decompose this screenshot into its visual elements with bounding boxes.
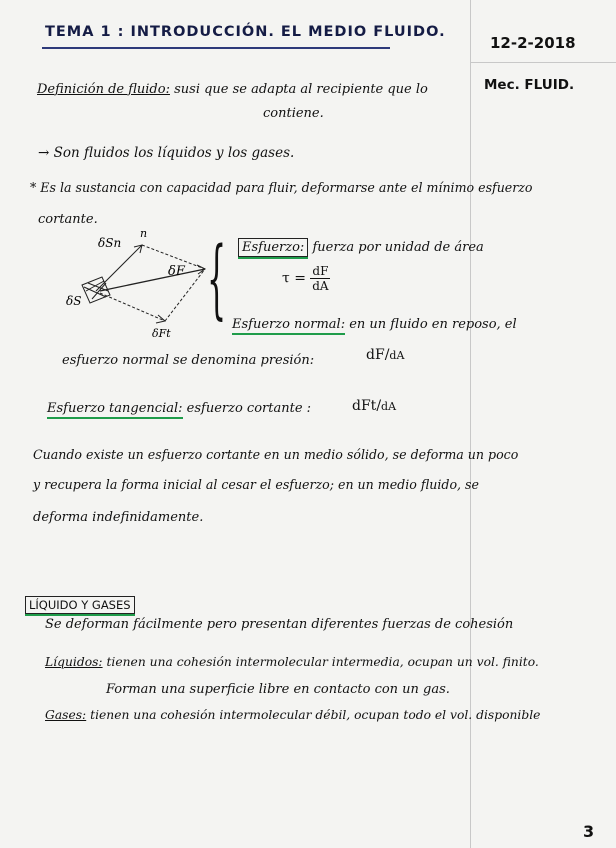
definition-text: susi que se adapta al recipiente que lo <box>174 82 428 97</box>
paragraph-line-2: y recupera la forma inicial al cesar el esfuerzo; en un medio fluido, se <box>33 477 479 492</box>
shear-den: dA <box>381 400 397 413</box>
definition-label: Definición de fluido: <box>37 82 170 97</box>
definition-row <box>37 82 428 97</box>
tangent-vector <box>100 293 165 321</box>
tangencial-row <box>47 401 311 416</box>
page-title: TEMA 1 : INTRODUCCIÓN. EL MEDIO FLUIDO. <box>45 24 446 40</box>
pressure-formula: dF/dA <box>366 347 405 363</box>
tau-fraction <box>310 264 330 293</box>
normal-line-2 <box>62 353 314 368</box>
liquidos-text: tienen una cohesión intermolecular intermedia, ocupan un vol. finito. <box>106 655 539 669</box>
liquidos-row <box>45 655 539 669</box>
liquids-heading: LÍQUIDO Y GASES <box>25 596 135 614</box>
pressure-den: dA <box>389 349 405 362</box>
header-rule <box>470 62 616 63</box>
page-number: 3 <box>583 822 595 841</box>
star-line-2: cortante. <box>38 212 98 227</box>
date: 12-2-2018 <box>490 34 576 52</box>
tau-formula <box>282 264 330 293</box>
liquids-heading-wrap <box>25 598 135 612</box>
esfuerzo-row <box>238 240 484 255</box>
paragraph-line-1: Cuando existe un esfuerzo cortante en un medio sólido, se deforma un poco <box>33 447 519 462</box>
tangencial-label: Esfuerzo tangencial: <box>47 401 183 419</box>
normal-text: en un fluido en reposo, el <box>349 317 517 332</box>
tangencial-text: esfuerzo cortante : <box>186 401 312 416</box>
shear-formula: dFt/dA <box>352 398 397 414</box>
arrow-line: → Son fluidos los líquidos y los gases. <box>38 145 295 161</box>
gases-label: Gases: <box>45 708 87 722</box>
definition-text-2: contiene. <box>263 106 324 121</box>
tau-numerator: dF <box>312 264 329 278</box>
gases-row <box>45 708 540 722</box>
label-sn: δSn <box>98 236 122 250</box>
esfuerzo-text: fuerza por unidad de área <box>312 240 484 255</box>
force-vector <box>100 269 205 291</box>
pressure-num: dF <box>366 347 385 363</box>
star-line: * Es la sustancia con capacidad para fluir, deformarse ante el mínimo esfuerzo <box>30 180 533 195</box>
label-ft: δFt <box>152 327 171 340</box>
liquidos-line-2: Forman una superficie libre en contacto con un gas. <box>106 682 450 697</box>
stress-diagram <box>60 225 210 345</box>
label-n: n <box>140 227 148 240</box>
liquidos-label: Líquidos: <box>45 655 103 669</box>
esfuerzo-label: Esfuerzo: <box>238 238 308 257</box>
normal-label: Esfuerzo normal: <box>232 317 345 335</box>
label-f: δF <box>168 264 185 279</box>
paragraph-line-3: deforma indefinidamente. <box>33 510 204 525</box>
normal-line-2-text: esfuerzo normal se denomina presión: <box>62 353 315 368</box>
subject-label: Mec. FLUID. <box>484 77 575 93</box>
liquids-intro: Se deforman fácilmente pero presentan diferentes fuerzas de cohesión <box>45 617 514 632</box>
shear-num: dFt <box>352 398 377 414</box>
tau-denominator: dA <box>312 279 329 293</box>
title-underline <box>42 47 390 49</box>
normal-row <box>232 317 517 332</box>
gases-text: tienen una cohesión intermolecular débil, ocupan todo el vol. disponible <box>90 708 541 722</box>
label-s: δS <box>66 294 82 308</box>
curly-brace: { <box>207 229 227 329</box>
tau-lhs: τ = <box>282 270 306 287</box>
